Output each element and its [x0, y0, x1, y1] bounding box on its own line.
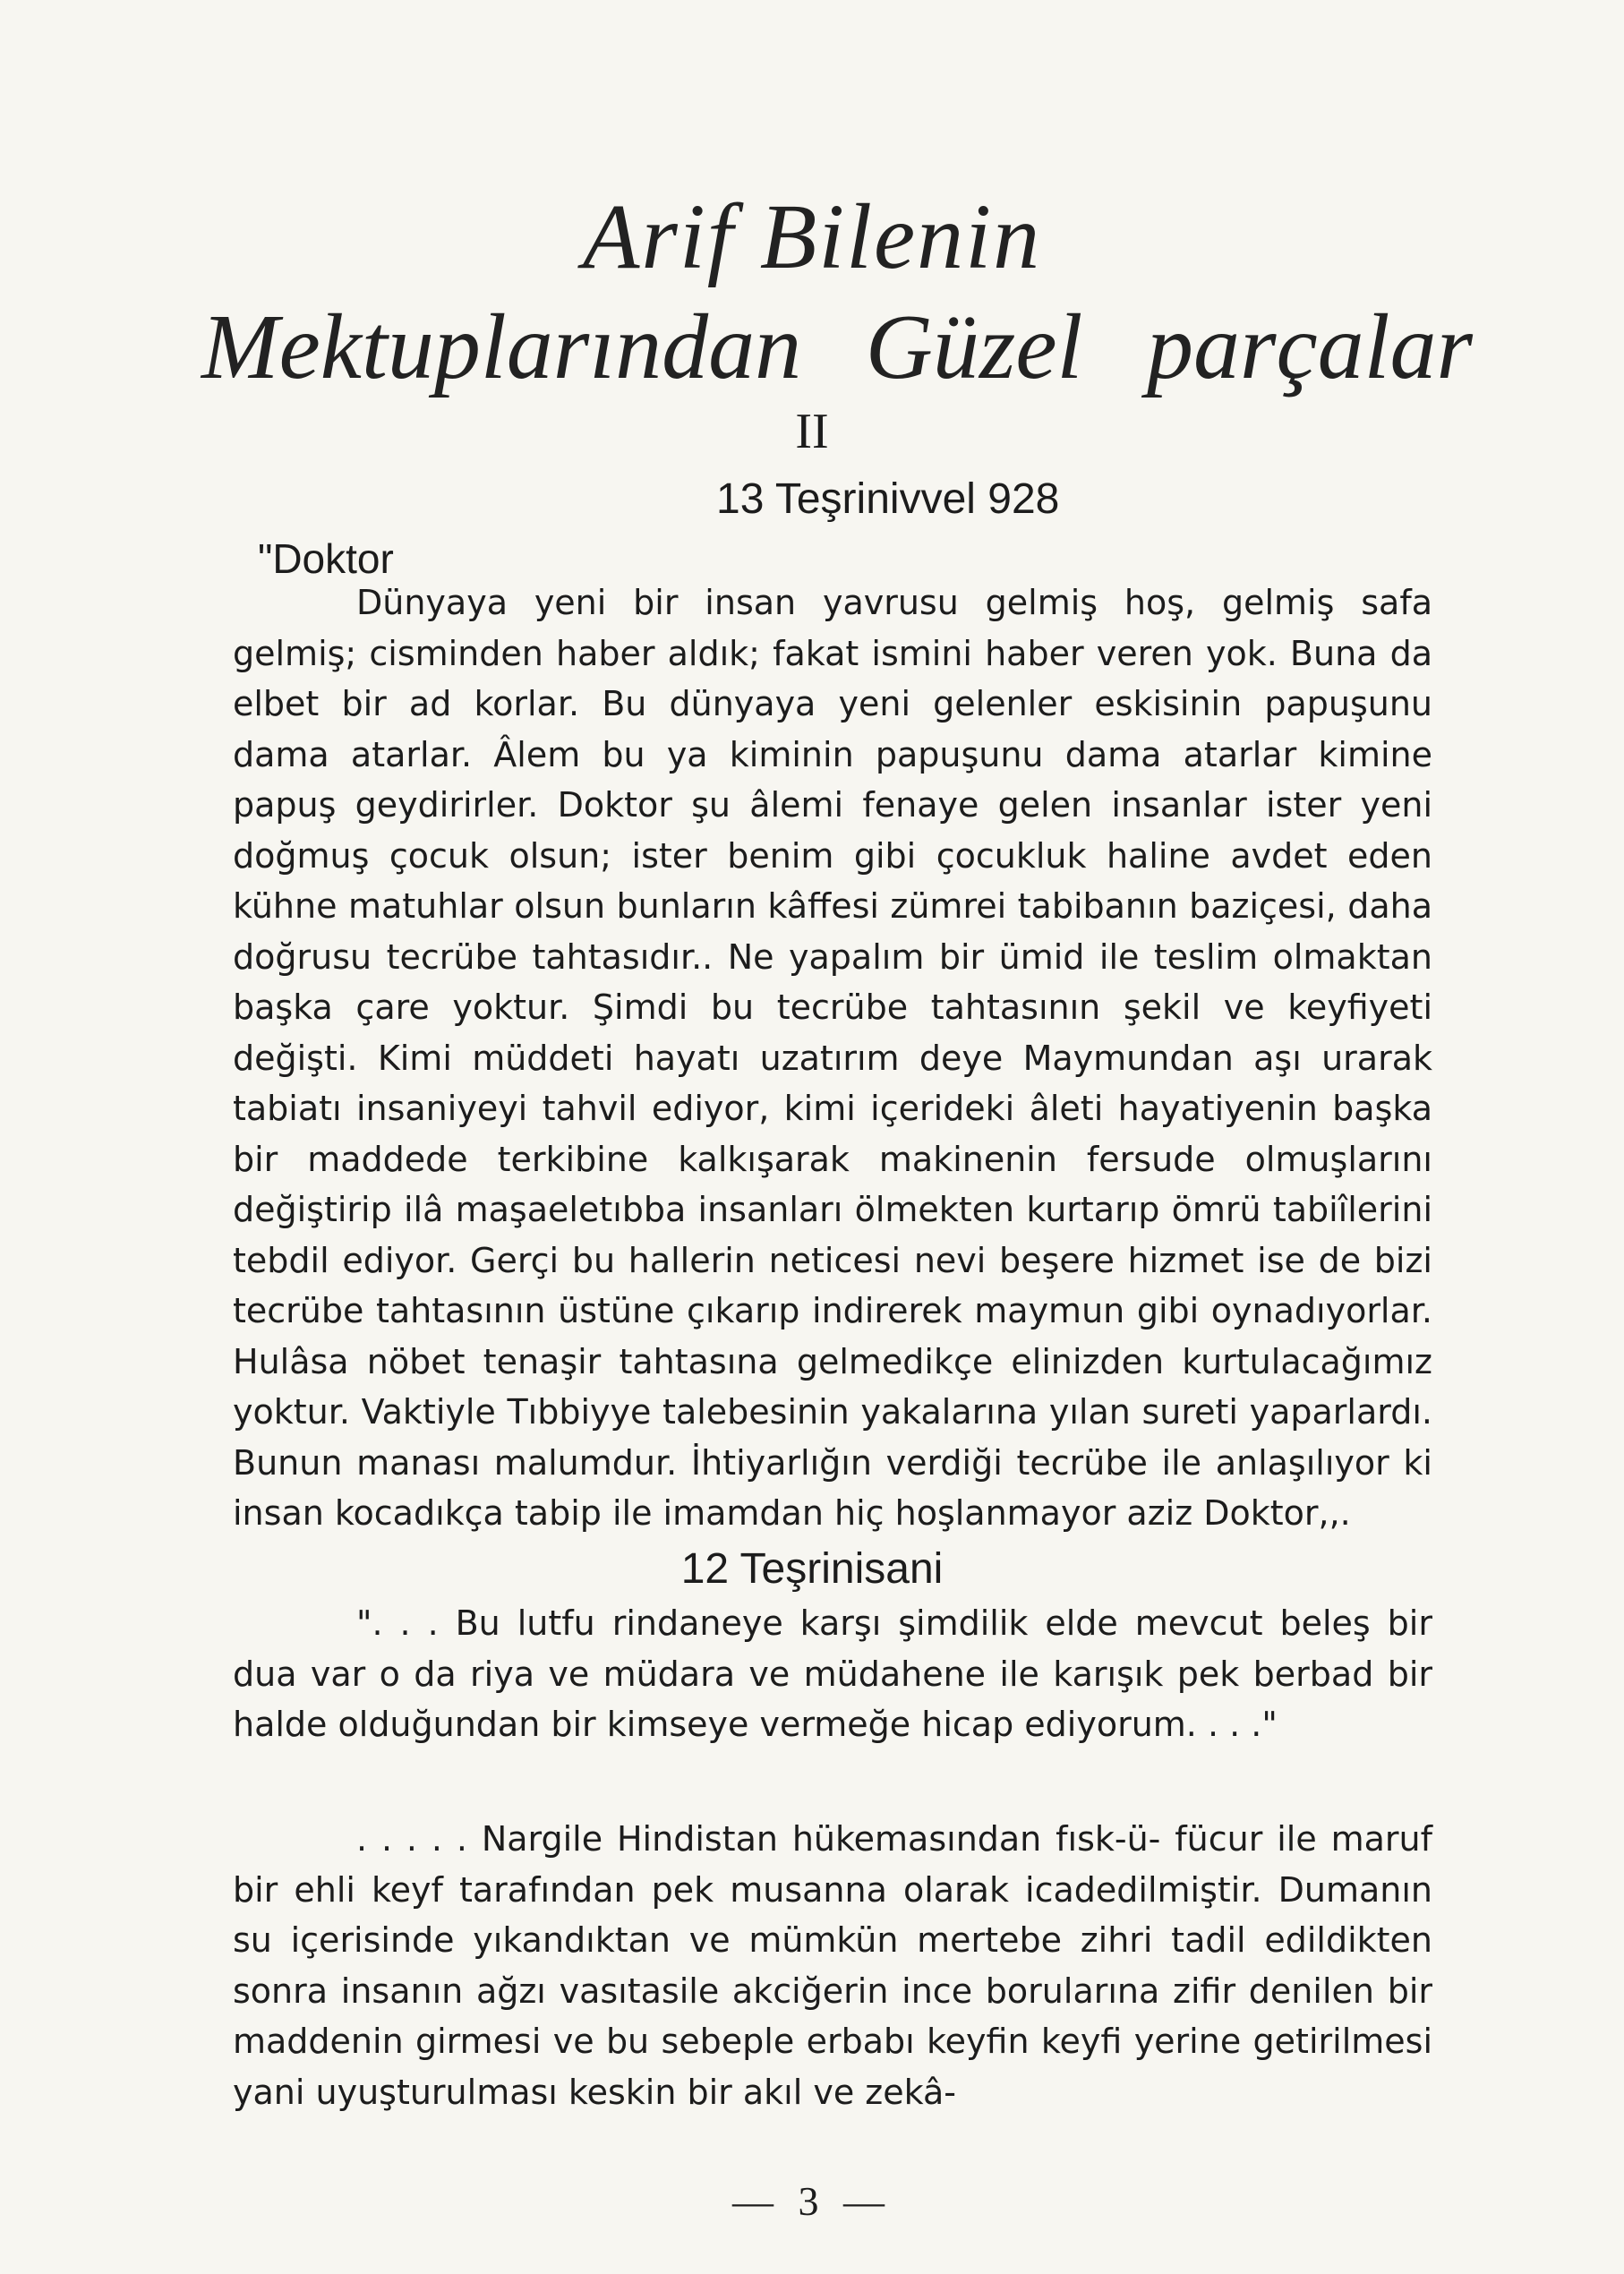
title-word-1: Mektuplarından	[201, 295, 802, 398]
letter-2-date: 12 Teşrinisani	[680, 1545, 944, 1593]
part-number: II	[795, 404, 829, 459]
letter-2-body: ". . . Bu lutfu rindaneye karşı şimdilik elde mevcut beleş bir dua var o da riya ve müdara ve müdahene ile karışık pek berbad bir halde olduğundan bir kimseye vermeğe hicap ediyorum. . . ."	[233, 1603, 1432, 1744]
letter-1-salutation: "Doktor	[258, 535, 394, 582]
letter-1-body: Dünyaya yeni bir insan yavrusu gelmiş hoş, gelmiş safa gelmiş; cisminden haber aldık; fakat ismini haber veren yok. Buna da elbet bir ad korlar. Bu dünyaya yeni gelenler eskisinin papuşunu dama atarlar. Âlem bu ya kiminin papuşunu dama atarlar kimine papuş geydirirler. Doktor şu âlemi fenaye gelen insanlar ister yeni doğmuş çocuk olsun; ister benim gibi çocukluk haline avdet eden kühne matuhlar olsun bunların kâffesi zümrei tabibanın baziçesi, daha doğrusu tecrübe tahtasıdır.. Ne yapalım bir ümid ile teslim olmaktan başka çare yoktur. Şimdi bu tecrübe tahtasının şekil ve keyfiyeti değişti. Kimi müddeti hayatı uzatırım deye Maymundan aşı urarak tabiatı insaniyeyi tahvil ediyor, kimi içerideki âleti hayatiyenin başka bir maddede terkibine kalkışarak makinenin fersude olmuşlarını değiştirip ilâ maşaeletıbba insanları ölmekten kurtarıp ömrü tabiîlerini tebdil ediyor. Gerçi bu hallerin neticesi nevi beşere hizmet ise de bizi tecrübe tahtasının üstüne çıkarıp indirerek maymun gibi oynadıyorlar. Hulâsa nöbet tenaşir tahtasına gelmedikçe elinizden kurtulacağımız yoktur. Vaktiyle Tıbbiyye talebesinin yakalarına yılan sureti yaparlardı. Bunun manası malumdur. İhtiyarlığın verdiği tecrübe ile anlaşılıyor ki insan kocadıkça tabip ile imamdan hiç hoşlanmayor aziz Doktor,,.	[233, 583, 1432, 1533]
title-line-2	[201, 294, 1473, 400]
letter-1-date: 13 Teşrinivvel 928	[716, 475, 1060, 523]
page-number: — 3 —	[732, 2178, 892, 2224]
excerpt-body: . . . . . Nargile Hindistan hükemasından fısk-ü- fücur ile maruf bir ehli keyf tarafından pek musanna olarak icadedilmiştir. Dumanın su içerisinde yıkandıktan ve mümkün mertebe zihri tadil edildikten sonra insanın ağzı vasıtasile akciğerin ince borularına zifir denilen bir maddenin girmesi ve bu sebeple erbabı keyfin keyfi yerine getirilmesi yani uyuşturulması keskin bir akıl ve zekâ-	[233, 1819, 1432, 2112]
title-word-3: parçalar	[1147, 295, 1473, 398]
title-line-1: Arif Bilenin	[582, 185, 1042, 288]
title-word-2: Güzel	[865, 295, 1083, 398]
